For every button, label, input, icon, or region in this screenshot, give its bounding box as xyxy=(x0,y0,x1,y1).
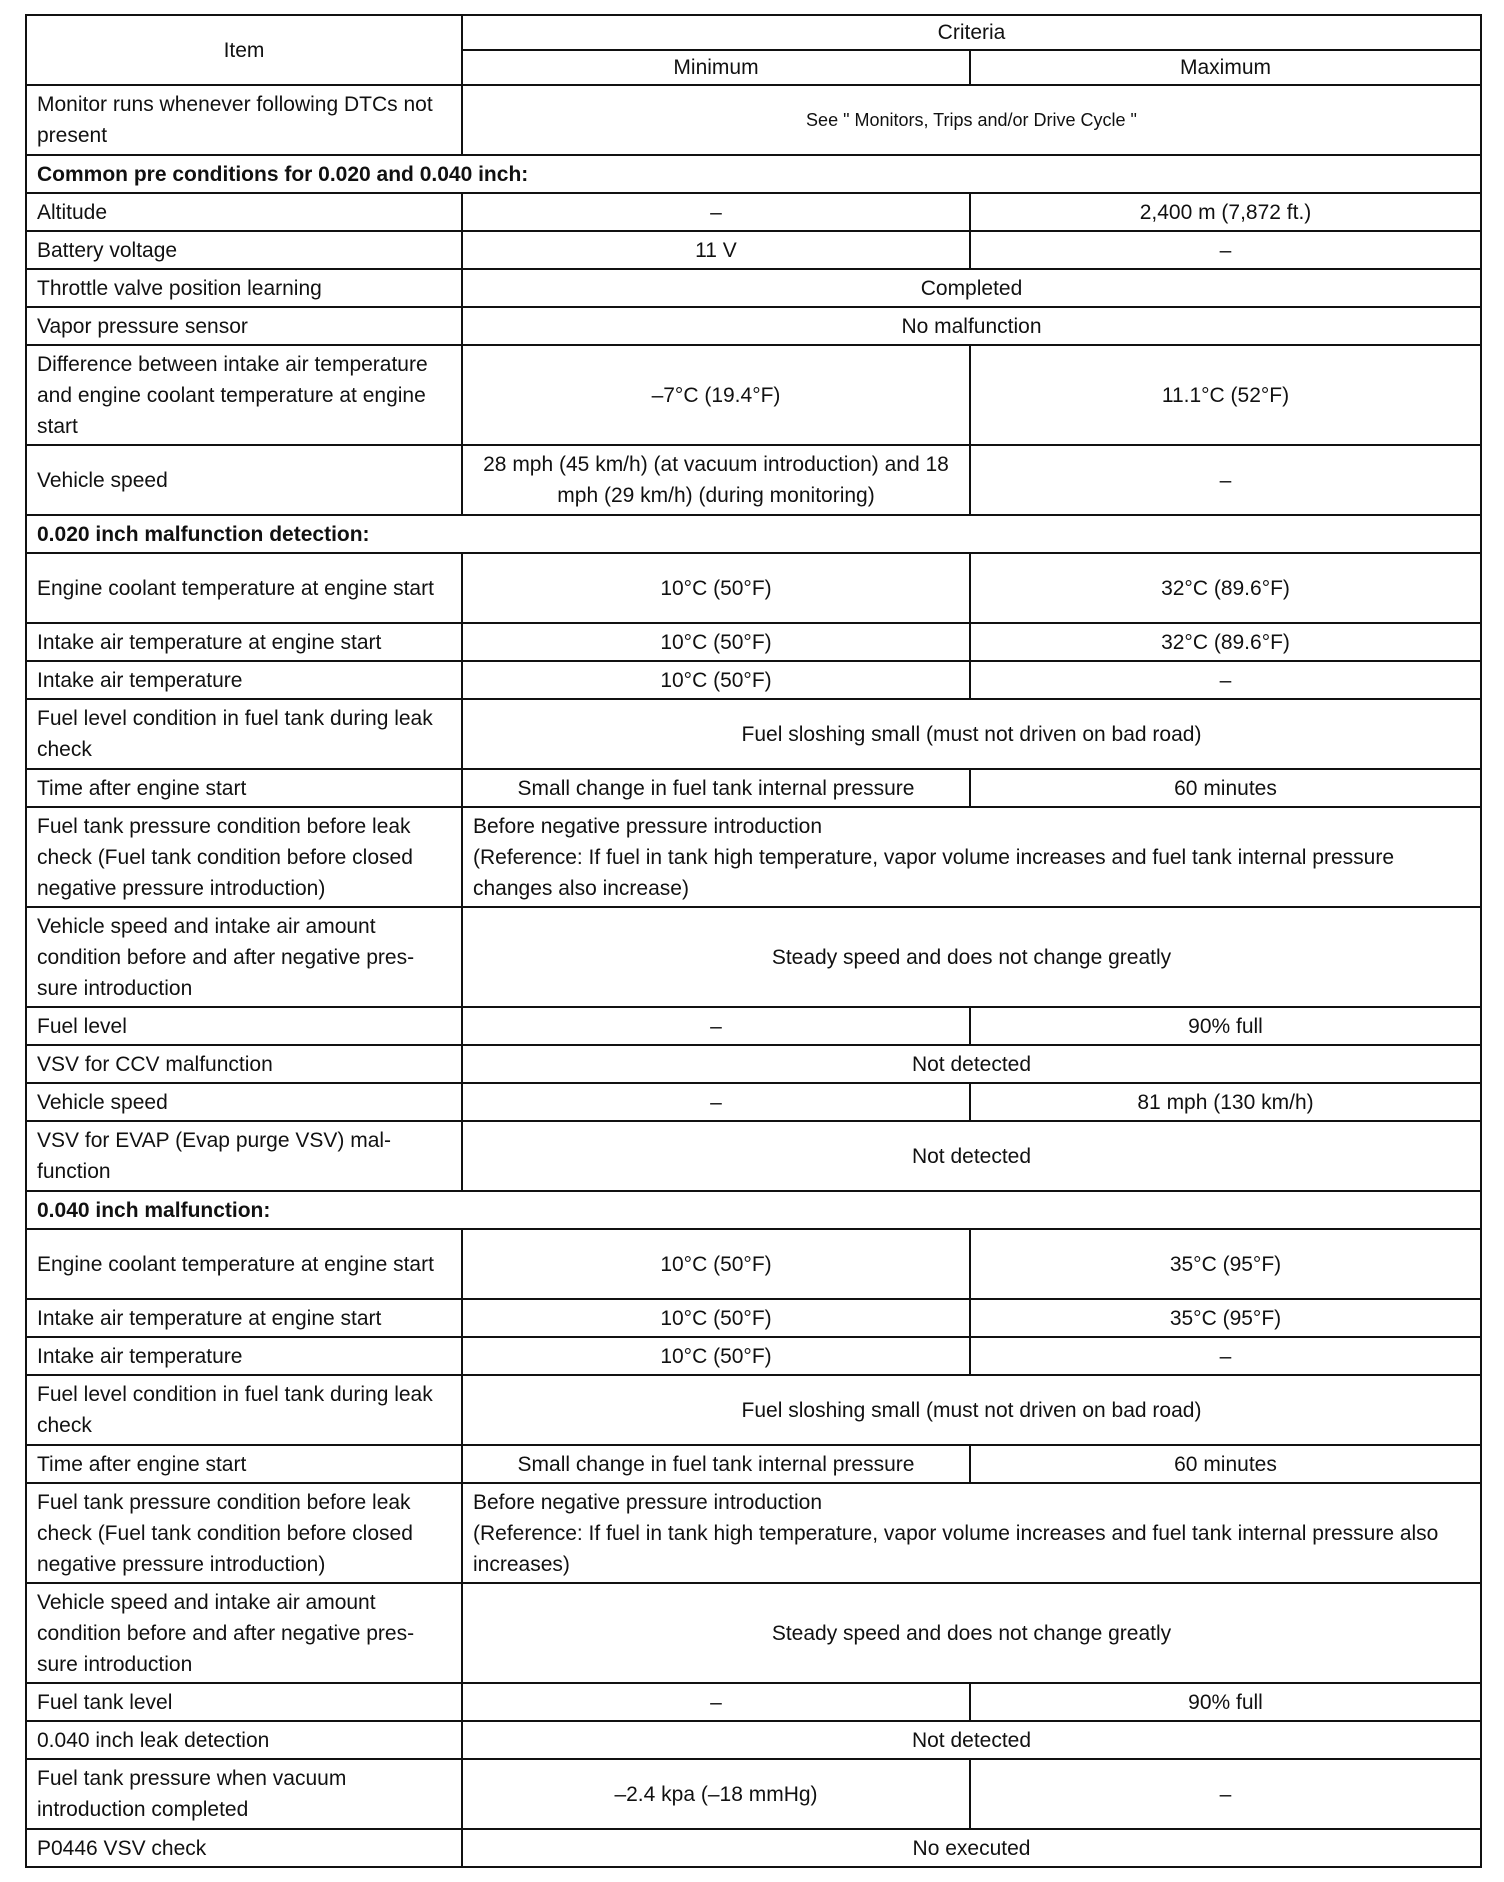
table-row xyxy=(26,85,1481,155)
table-row xyxy=(26,661,1481,699)
row-criteria: Fuel sloshing small (must not driven on bad road) xyxy=(462,699,1481,769)
table-row xyxy=(26,1583,1481,1683)
row-maximum: 90% full xyxy=(970,1683,1481,1721)
row-criteria: Not detected xyxy=(462,1721,1481,1759)
row-maximum: 35°C (95°F) xyxy=(970,1229,1481,1299)
row-maximum: – xyxy=(970,445,1481,515)
table-row xyxy=(26,769,1481,807)
row-criteria: Not detected xyxy=(462,1045,1481,1083)
row-item: Time after engine start xyxy=(26,769,462,807)
row-item: Fuel tank pressure condition before leak check (Fuel tank condition before closed negative pressure introduction) xyxy=(26,1483,462,1583)
row-maximum: 60 minutes xyxy=(970,769,1481,807)
table-row xyxy=(26,1229,1481,1299)
table-row xyxy=(26,193,1481,231)
row-maximum: 35°C (95°F) xyxy=(970,1299,1481,1337)
row-criteria: Completed xyxy=(462,269,1481,307)
row-item: Engine coolant temperature at engine start xyxy=(26,1229,462,1299)
table-row xyxy=(26,553,1481,623)
header-item: Item xyxy=(26,15,462,85)
table-row xyxy=(26,1083,1481,1121)
criteria-table xyxy=(25,14,1482,1868)
table-row xyxy=(26,623,1481,661)
row-minimum: – xyxy=(462,1083,970,1121)
row-maximum: – xyxy=(970,1759,1481,1829)
row-maximum: 32°C (89.6°F) xyxy=(970,553,1481,623)
row-item: Time after engine start xyxy=(26,1445,462,1483)
row-item: Fuel tank level xyxy=(26,1683,462,1721)
row-minimum: 10°C (50°F) xyxy=(462,623,970,661)
table-row xyxy=(26,445,1481,515)
row-maximum: 90% full xyxy=(970,1007,1481,1045)
section-heading: 0.040 inch malfunction: xyxy=(26,1191,1481,1229)
row-item: Difference between intake air temperature and engine coolant temperature at engine start xyxy=(26,345,462,445)
row-criteria: No malfunction xyxy=(462,307,1481,345)
row-criteria: Before negative pressure introduction (Reference: If fuel in tank high temperature, vapor volume increases and fuel tank internal pressure changes also increase) xyxy=(462,807,1481,907)
table-row xyxy=(26,231,1481,269)
row-minimum: Small change in fuel tank internal pressure xyxy=(462,1445,970,1483)
section-row xyxy=(26,1191,1481,1229)
header-minimum: Minimum xyxy=(462,50,970,85)
row-criteria: Not detected xyxy=(462,1121,1481,1191)
table-row xyxy=(26,1007,1481,1045)
row-item: Fuel tank pressure when vacuum introduction completed xyxy=(26,1759,462,1829)
row-item: Throttle valve position learning xyxy=(26,269,462,307)
row-minimum: Small change in fuel tank internal pressure xyxy=(462,769,970,807)
row-item: Fuel tank pressure condition before leak check (Fuel tank condition before closed negative pressure introduction) xyxy=(26,807,462,907)
row-item: Monitor runs whenever following DTCs not present xyxy=(26,85,462,155)
row-minimum: –2.4 kpa (–18 mmHg) xyxy=(462,1759,970,1829)
row-minimum: 10°C (50°F) xyxy=(462,1337,970,1375)
row-item: Intake air temperature at engine start xyxy=(26,623,462,661)
row-item: Altitude xyxy=(26,193,462,231)
row-minimum: 28 mph (45 km/h) (at vacuum introduction) and 18 mph (29 km/h) (during monitoring) xyxy=(462,445,970,515)
row-item: Fuel level condition in fuel tank during leak check xyxy=(26,699,462,769)
row-item: Fuel level xyxy=(26,1007,462,1045)
table-row xyxy=(26,1721,1481,1759)
table-row xyxy=(26,345,1481,445)
table-row xyxy=(26,1045,1481,1083)
row-maximum: – xyxy=(970,1337,1481,1375)
row-item: Intake air temperature xyxy=(26,661,462,699)
table-row xyxy=(26,1337,1481,1375)
row-minimum: – xyxy=(462,1007,970,1045)
table-row xyxy=(26,1445,1481,1483)
row-item: Vehicle speed xyxy=(26,1083,462,1121)
row-minimum: 10°C (50°F) xyxy=(462,1229,970,1299)
section-row xyxy=(26,155,1481,193)
row-item: Vehicle speed xyxy=(26,445,462,515)
row-criteria: Steady speed and does not change greatly xyxy=(462,907,1481,1007)
row-item: 0.040 inch leak detection xyxy=(26,1721,462,1759)
row-item: Vapor pressure sensor xyxy=(26,307,462,345)
table-row xyxy=(26,907,1481,1007)
table-row xyxy=(26,1483,1481,1583)
table-row xyxy=(26,1683,1481,1721)
row-item: Engine coolant temperature at engine start xyxy=(26,553,462,623)
table-row xyxy=(26,807,1481,907)
row-minimum: – xyxy=(462,1683,970,1721)
table-row xyxy=(26,1829,1481,1867)
row-minimum: 11 V xyxy=(462,231,970,269)
table-row xyxy=(26,1375,1481,1445)
header-maximum: Maximum xyxy=(970,50,1481,85)
row-item: Intake air temperature at engine start xyxy=(26,1299,462,1337)
table-row xyxy=(26,307,1481,345)
row-minimum: –7°C (19.4°F) xyxy=(462,345,970,445)
row-minimum: 10°C (50°F) xyxy=(462,553,970,623)
row-item: Intake air temperature xyxy=(26,1337,462,1375)
row-item: P0446 VSV check xyxy=(26,1829,462,1867)
row-item: Vehicle speed and intake air amount condition before and after negative pres-sure introduction xyxy=(26,907,462,1007)
row-maximum: 2,400 m (7,872 ft.) xyxy=(970,193,1481,231)
row-criteria: Fuel sloshing small (must not driven on bad road) xyxy=(462,1375,1481,1445)
row-maximum: – xyxy=(970,231,1481,269)
table-row xyxy=(26,1299,1481,1337)
row-item: Fuel level condition in fuel tank during leak check xyxy=(26,1375,462,1445)
row-maximum: 32°C (89.6°F) xyxy=(970,623,1481,661)
section-heading: 0.020 inch malfunction detection: xyxy=(26,515,1481,553)
row-item: VSV for CCV malfunction xyxy=(26,1045,462,1083)
row-maximum: 60 minutes xyxy=(970,1445,1481,1483)
row-criteria: Steady speed and does not change greatly xyxy=(462,1583,1481,1683)
row-criteria: See " Monitors, Trips and/or Drive Cycle " xyxy=(462,85,1481,155)
row-maximum: – xyxy=(970,661,1481,699)
row-maximum: 11.1°C (52°F) xyxy=(970,345,1481,445)
section-heading: Common pre conditions for 0.020 and 0.040 inch: xyxy=(26,155,1481,193)
table-row xyxy=(26,269,1481,307)
row-item: VSV for EVAP (Evap purge VSV) mal-function xyxy=(26,1121,462,1191)
row-item: Vehicle speed and intake air amount condition before and after negative pres-sure introduction xyxy=(26,1583,462,1683)
row-criteria: Before negative pressure introduction (Reference: If fuel in tank high temperature, vapor volume increases and fuel tank internal pressure also increases) xyxy=(462,1483,1481,1583)
header-criteria: Criteria xyxy=(462,15,1481,50)
row-criteria: No executed xyxy=(462,1829,1481,1867)
section-row xyxy=(26,515,1481,553)
row-item: Battery voltage xyxy=(26,231,462,269)
table-row xyxy=(26,699,1481,769)
row-maximum: 81 mph (130 km/h) xyxy=(970,1083,1481,1121)
table-row xyxy=(26,1759,1481,1829)
row-minimum: 10°C (50°F) xyxy=(462,661,970,699)
row-minimum: 10°C (50°F) xyxy=(462,1299,970,1337)
row-minimum: – xyxy=(462,193,970,231)
table-row xyxy=(26,1121,1481,1191)
